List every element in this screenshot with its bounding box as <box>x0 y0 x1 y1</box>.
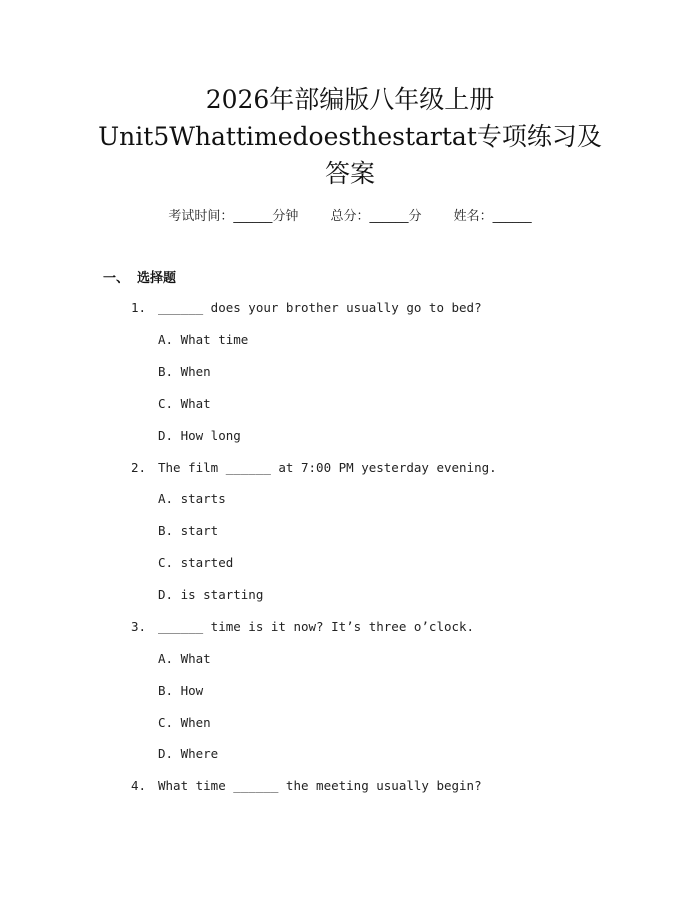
question-option: D. is starting <box>158 587 264 602</box>
question-text: ______ does your brother usually go to bed? <box>158 300 482 315</box>
question-option: D. Where <box>158 746 219 761</box>
exam-meta <box>0 205 700 224</box>
document-title-line-3: 答案 <box>324 159 375 188</box>
exam-score: 总分：______分 <box>330 209 422 224</box>
exam-time: 考试时间：______分钟 <box>168 209 299 224</box>
question-number: 2. <box>131 460 147 475</box>
section-label: 选择题 <box>137 271 177 286</box>
question-option: A. What <box>158 651 211 666</box>
question-text: ______ time is it now? It’s three o’clock. <box>158 619 475 634</box>
question-text: What time ______ the meeting usually begin? <box>158 778 482 793</box>
question-option: A. What time <box>158 332 249 347</box>
exam-name: 姓名：______ <box>453 209 532 224</box>
question-option: D. How long <box>158 428 241 443</box>
question-option: B. start <box>158 523 219 538</box>
question-option: C. When <box>158 715 211 730</box>
question-option: A. starts <box>158 491 226 506</box>
question-text: The film ______ at 7:00 PM yesterday evening. <box>158 460 497 475</box>
question-option: C. What <box>158 396 211 411</box>
question-number: 1. <box>131 300 147 315</box>
question-number: 4. <box>131 778 147 793</box>
question-option: B. When <box>158 364 211 379</box>
question-option: C. started <box>158 555 234 570</box>
question-number: 3. <box>131 619 147 634</box>
question-option: B. How <box>158 683 204 698</box>
section-heading <box>103 267 176 286</box>
document-title-line-1: 2026年部编版八年级上册 <box>205 85 495 114</box>
document-title-line-2: Unit5Whattimedoesthestartat专项练习及 <box>98 122 602 151</box>
section-number: 一、 <box>103 271 130 286</box>
